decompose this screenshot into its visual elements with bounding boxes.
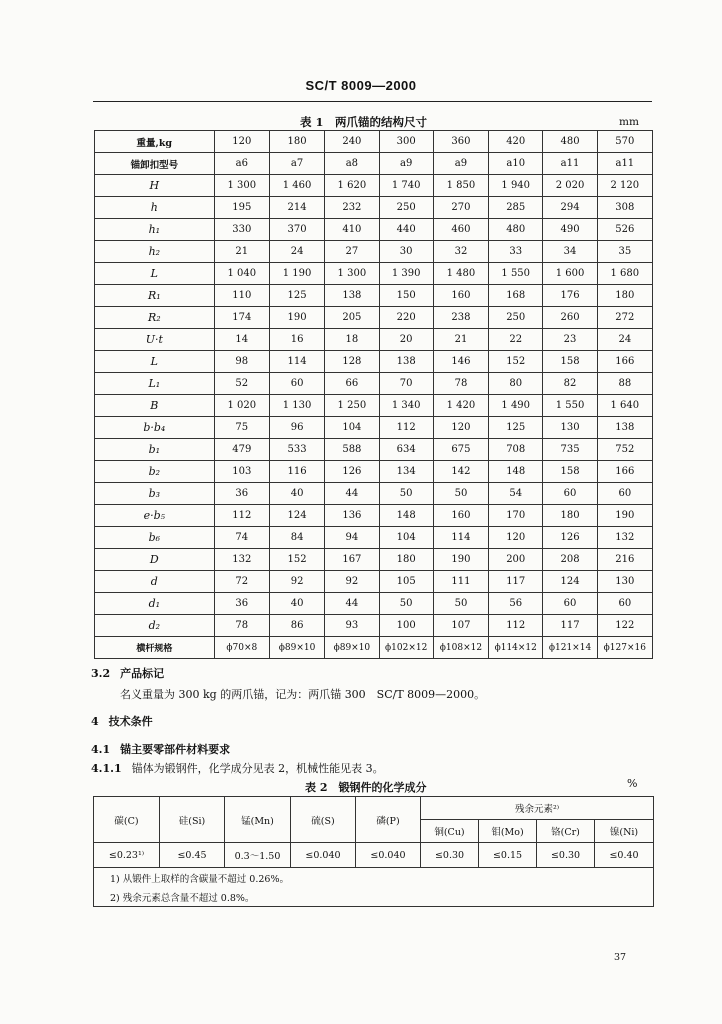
table-cell: 86 xyxy=(269,615,324,637)
table-cell: 570 xyxy=(597,131,652,153)
table-cell: ϕ127×16 xyxy=(597,637,652,659)
table-cell: 300 xyxy=(379,131,433,153)
table-cell: 1 020 xyxy=(214,395,269,417)
table-cell: 148 xyxy=(489,461,543,483)
table-cell: a9 xyxy=(433,153,488,175)
table-row xyxy=(95,263,653,285)
table-cell: 250 xyxy=(489,307,543,329)
table-cell: 130 xyxy=(597,571,652,593)
table-cell: 103 xyxy=(214,461,269,483)
table-row xyxy=(95,505,653,527)
table-cell: 36 xyxy=(214,593,269,615)
table-cell: 120 xyxy=(433,417,488,439)
table-cell: 1 550 xyxy=(543,395,597,417)
row-label: 横杆规格 xyxy=(95,637,215,659)
table-cell: 170 xyxy=(489,505,543,527)
header-silicon: 硅(Si) xyxy=(160,797,225,843)
table-cell: 440 xyxy=(379,219,433,241)
table-cell: a11 xyxy=(543,153,597,175)
table-cell: 54 xyxy=(489,483,543,505)
table-cell: 708 xyxy=(489,439,543,461)
table-row xyxy=(95,153,653,175)
table-cell: 126 xyxy=(325,461,379,483)
section-4-1-heading xyxy=(91,741,230,757)
header-phosphorus: 磷(P) xyxy=(356,797,421,843)
table-cell: 180 xyxy=(269,131,324,153)
table-cell: 35 xyxy=(597,241,652,263)
table-cell: 238 xyxy=(433,307,488,329)
table-cell: 160 xyxy=(433,505,488,527)
table-cell: 75 xyxy=(214,417,269,439)
header-chromium: 铬(Cr) xyxy=(537,820,595,843)
table-cell: 1 190 xyxy=(269,263,324,285)
table-cell: 23 xyxy=(543,329,597,351)
table-cell: 1 490 xyxy=(489,395,543,417)
table-cell: 78 xyxy=(433,373,488,395)
table-cell: 675 xyxy=(433,439,488,461)
value-copper: ≤0.30 xyxy=(421,843,479,868)
row-label: D xyxy=(95,549,215,571)
table-row xyxy=(95,285,653,307)
table-cell: 24 xyxy=(269,241,324,263)
table-cell: 480 xyxy=(543,131,597,153)
table-cell: 200 xyxy=(489,549,543,571)
table-cell: 420 xyxy=(489,131,543,153)
table-cell: 490 xyxy=(543,219,597,241)
table-cell: 150 xyxy=(379,285,433,307)
table-cell: 160 xyxy=(433,285,488,307)
table-row xyxy=(95,549,653,571)
table-cell: 60 xyxy=(543,483,597,505)
table-cell: 220 xyxy=(379,307,433,329)
table-cell: 330 xyxy=(214,219,269,241)
table-cell: 168 xyxy=(489,285,543,307)
table-cell: 166 xyxy=(597,461,652,483)
table-row xyxy=(95,637,653,659)
header-carbon: 碳(C) xyxy=(94,797,160,843)
table-cell: 285 xyxy=(489,197,543,219)
table-cell: 1 250 xyxy=(325,395,379,417)
header-nickel: 镍(Ni) xyxy=(595,820,654,843)
row-label: 重量,kg xyxy=(95,131,215,153)
table-cell: 152 xyxy=(489,351,543,373)
table-cell: 107 xyxy=(433,615,488,637)
standard-code-header: SC/T 8009—2000 xyxy=(305,78,417,93)
table-cell: 60 xyxy=(597,593,652,615)
table-cell: 120 xyxy=(214,131,269,153)
table-cell: 132 xyxy=(214,549,269,571)
row-label: R₁ xyxy=(95,285,215,307)
table-row xyxy=(95,241,653,263)
table-cell: 479 xyxy=(214,439,269,461)
table-cell: 190 xyxy=(597,505,652,527)
row-label: L xyxy=(95,351,215,373)
table-cell: 533 xyxy=(269,439,324,461)
table-cell: 82 xyxy=(543,373,597,395)
table-cell: 190 xyxy=(433,549,488,571)
table-cell: 21 xyxy=(433,329,488,351)
section-4-1-1 xyxy=(91,760,384,776)
table-cell: 34 xyxy=(543,241,597,263)
product-marking-text: 名义重量为 300 kg 的两爪锚，记为：两爪锚 300 SC/T 8009—2000。 xyxy=(120,688,486,701)
section-title: 产品标记 xyxy=(120,667,165,680)
table-cell: 126 xyxy=(543,527,597,549)
table-cell: 50 xyxy=(433,593,488,615)
table-cell: 96 xyxy=(269,417,324,439)
row-label: d₂ xyxy=(95,615,215,637)
table-row xyxy=(95,197,653,219)
table-cell: 232 xyxy=(325,197,379,219)
table-cell: 1 340 xyxy=(379,395,433,417)
table-cell: 111 xyxy=(433,571,488,593)
section-title: 锚主要零部件材料要求 xyxy=(120,743,231,756)
table-cell: 27 xyxy=(325,241,379,263)
table-cell: 112 xyxy=(489,615,543,637)
table-cell: 208 xyxy=(543,549,597,571)
table-cell: 22 xyxy=(489,329,543,351)
section-4-heading xyxy=(91,713,153,729)
table-cell: 205 xyxy=(325,307,379,329)
table-row xyxy=(95,571,653,593)
table-cell: 195 xyxy=(214,197,269,219)
table-cell: 125 xyxy=(489,417,543,439)
table1-caption: 表 1 两爪锚的结构尺寸 xyxy=(300,115,428,129)
table-cell: 24 xyxy=(597,329,652,351)
table-cell: 1 300 xyxy=(325,263,379,285)
table-cell: 1 130 xyxy=(269,395,324,417)
table-cell: 92 xyxy=(269,571,324,593)
table-row xyxy=(95,307,653,329)
table-cell: 60 xyxy=(269,373,324,395)
table-row xyxy=(95,395,653,417)
row-label: h xyxy=(95,197,215,219)
table-cell: 117 xyxy=(489,571,543,593)
table2-footnote-1: 1) 从锻件上取样的含碳量不超过 0.26%。 xyxy=(94,868,654,888)
header-molybdenum: 钼(Mo) xyxy=(479,820,537,843)
table-cell: 410 xyxy=(325,219,379,241)
table-row xyxy=(95,175,653,197)
table-cell: 1 680 xyxy=(597,263,652,285)
table-cell: 130 xyxy=(543,417,597,439)
table-cell: 70 xyxy=(379,373,433,395)
row-label: d xyxy=(95,571,215,593)
table-cell: 120 xyxy=(489,527,543,549)
table-cell: 50 xyxy=(379,593,433,615)
table-cell: 50 xyxy=(379,483,433,505)
table-row xyxy=(95,373,653,395)
row-label: b₂ xyxy=(95,461,215,483)
table-cell: 1 390 xyxy=(379,263,433,285)
table-row xyxy=(95,329,653,351)
table-cell: 104 xyxy=(325,417,379,439)
table-cell: 114 xyxy=(269,351,324,373)
table-cell: 174 xyxy=(214,307,269,329)
table-cell: ϕ89×10 xyxy=(269,637,324,659)
table-cell: 80 xyxy=(489,373,543,395)
table-cell: 84 xyxy=(269,527,324,549)
table-cell: a8 xyxy=(325,153,379,175)
table-cell: 216 xyxy=(597,549,652,571)
row-label: b₃ xyxy=(95,483,215,505)
header-copper: 铜(Cu) xyxy=(421,820,479,843)
table-cell: 21 xyxy=(214,241,269,263)
table-cell: 20 xyxy=(379,329,433,351)
table-cell: 752 xyxy=(597,439,652,461)
table-cell: 136 xyxy=(325,505,379,527)
row-label: L xyxy=(95,263,215,285)
table-cell: 370 xyxy=(269,219,324,241)
section-number: 4.1.1 xyxy=(91,762,122,775)
forged-steel-chemical-composition-table xyxy=(93,796,654,907)
table-row xyxy=(95,351,653,373)
row-label: 锚卸扣型号 xyxy=(95,153,215,175)
table-cell: 634 xyxy=(379,439,433,461)
table-cell: 104 xyxy=(379,527,433,549)
table-cell: 114 xyxy=(433,527,488,549)
table-cell: ϕ108×12 xyxy=(433,637,488,659)
table-cell: 18 xyxy=(325,329,379,351)
table-cell: 158 xyxy=(543,351,597,373)
row-label: R₂ xyxy=(95,307,215,329)
table-cell: 152 xyxy=(269,549,324,571)
table-cell: a7 xyxy=(269,153,324,175)
table-cell: 138 xyxy=(379,351,433,373)
table-cell: 1 600 xyxy=(543,263,597,285)
table-cell: 16 xyxy=(269,329,324,351)
table-cell: 180 xyxy=(597,285,652,307)
table-cell: 2 020 xyxy=(543,175,597,197)
table-cell: 250 xyxy=(379,197,433,219)
table-cell: 92 xyxy=(325,571,379,593)
table-cell: 124 xyxy=(543,571,597,593)
value-carbon: ≤0.23¹⁾ xyxy=(94,843,160,868)
table-cell: 100 xyxy=(379,615,433,637)
table-cell: 158 xyxy=(543,461,597,483)
table-cell: 93 xyxy=(325,615,379,637)
table-cell: 166 xyxy=(597,351,652,373)
table-cell: 588 xyxy=(325,439,379,461)
row-label: e·b₅ xyxy=(95,505,215,527)
table-cell: 44 xyxy=(325,593,379,615)
table-cell: 40 xyxy=(269,483,324,505)
table-cell: 74 xyxy=(214,527,269,549)
table-cell: 122 xyxy=(597,615,652,637)
table-cell: 260 xyxy=(543,307,597,329)
table-cell: 1 940 xyxy=(489,175,543,197)
table-cell: 36 xyxy=(214,483,269,505)
table-cell: ϕ114×12 xyxy=(489,637,543,659)
row-label: H xyxy=(95,175,215,197)
table-cell: 112 xyxy=(214,505,269,527)
table-cell: 110 xyxy=(214,285,269,307)
table-cell: 176 xyxy=(543,285,597,307)
table-cell: a10 xyxy=(489,153,543,175)
value-chromium: ≤0.30 xyxy=(537,843,595,868)
table-cell: 1 420 xyxy=(433,395,488,417)
table-cell: 360 xyxy=(433,131,488,153)
table-cell: 98 xyxy=(214,351,269,373)
table-row xyxy=(95,417,653,439)
table-cell: 1 040 xyxy=(214,263,269,285)
table-cell: 33 xyxy=(489,241,543,263)
section-title: 技术条件 xyxy=(108,715,153,728)
table-cell: a6 xyxy=(214,153,269,175)
table-cell: 308 xyxy=(597,197,652,219)
table-cell: 112 xyxy=(379,417,433,439)
table-cell: 52 xyxy=(214,373,269,395)
table-cell: 72 xyxy=(214,571,269,593)
table-cell: 78 xyxy=(214,615,269,637)
table-cell: 116 xyxy=(269,461,324,483)
table-row xyxy=(95,527,653,549)
table-row xyxy=(95,439,653,461)
table-row xyxy=(95,131,653,153)
table-cell: 148 xyxy=(379,505,433,527)
table-cell: 94 xyxy=(325,527,379,549)
table-cell: 132 xyxy=(597,527,652,549)
table-row xyxy=(95,615,653,637)
header-sulfur: 硫(S) xyxy=(291,797,356,843)
table-cell: 32 xyxy=(433,241,488,263)
row-label: h₂ xyxy=(95,241,215,263)
row-label: L₁ xyxy=(95,373,215,395)
table1-unit: mm xyxy=(619,116,639,128)
header-manganese: 锰(Mn) xyxy=(225,797,291,843)
table-cell: 180 xyxy=(379,549,433,571)
table-cell: 1 740 xyxy=(379,175,433,197)
table-cell: ϕ70×8 xyxy=(214,637,269,659)
section-number: 3.2 xyxy=(91,667,111,680)
table-cell: ϕ121×14 xyxy=(543,637,597,659)
row-label: b₁ xyxy=(95,439,215,461)
table-cell: 138 xyxy=(597,417,652,439)
row-label: U·t xyxy=(95,329,215,351)
table-cell: 40 xyxy=(269,593,324,615)
table-cell: 105 xyxy=(379,571,433,593)
table-cell: 14 xyxy=(214,329,269,351)
table-cell: ϕ89×10 xyxy=(325,637,379,659)
table-cell: 480 xyxy=(489,219,543,241)
table-cell: 1 620 xyxy=(325,175,379,197)
table-cell: a11 xyxy=(597,153,652,175)
table-row xyxy=(95,461,653,483)
table-cell: 142 xyxy=(433,461,488,483)
table-row xyxy=(95,483,653,505)
table-cell: 1 480 xyxy=(433,263,488,285)
table-cell: 1 850 xyxy=(433,175,488,197)
table-cell: 125 xyxy=(269,285,324,307)
table-cell: 180 xyxy=(543,505,597,527)
table-cell: 117 xyxy=(543,615,597,637)
table-cell: 88 xyxy=(597,373,652,395)
table-row xyxy=(95,219,653,241)
page-number: 37 xyxy=(614,952,627,963)
table-cell: 1 460 xyxy=(269,175,324,197)
table2-unit: % xyxy=(627,777,638,790)
table-cell: 526 xyxy=(597,219,652,241)
table-cell: 214 xyxy=(269,197,324,219)
section-text: 锚体为锻钢件，化学成分见表 2，机械性能见表 3。 xyxy=(131,762,384,775)
table-cell: 128 xyxy=(325,351,379,373)
anchor-dimension-table xyxy=(94,130,653,659)
table-cell: 146 xyxy=(433,351,488,373)
table-cell: 60 xyxy=(543,593,597,615)
table-cell: 272 xyxy=(597,307,652,329)
table-cell: 1 300 xyxy=(214,175,269,197)
table-cell: 190 xyxy=(269,307,324,329)
table-cell: 50 xyxy=(433,483,488,505)
table-row xyxy=(95,593,653,615)
table-cell: 270 xyxy=(433,197,488,219)
section-number: 4 xyxy=(91,715,99,728)
row-label: d₁ xyxy=(95,593,215,615)
value-manganese: 0.3～1.50 xyxy=(225,843,291,868)
table-cell: a9 xyxy=(379,153,433,175)
table-cell: 44 xyxy=(325,483,379,505)
table-cell: 60 xyxy=(597,483,652,505)
value-phosphorus: ≤0.040 xyxy=(356,843,421,868)
table-cell: 240 xyxy=(325,131,379,153)
header-residual-elements: 残余元素²⁾ xyxy=(421,797,654,820)
table-cell: 294 xyxy=(543,197,597,219)
table-cell: 1 550 xyxy=(489,263,543,285)
table-cell: 138 xyxy=(325,285,379,307)
table-cell: 124 xyxy=(269,505,324,527)
value-silicon: ≤0.45 xyxy=(160,843,225,868)
section-3-2-heading xyxy=(91,665,164,681)
value-nickel: ≤0.40 xyxy=(595,843,654,868)
table-cell: 1 640 xyxy=(597,395,652,417)
table-cell: 134 xyxy=(379,461,433,483)
value-sulfur: ≤0.040 xyxy=(291,843,356,868)
row-label: b·b₄ xyxy=(95,417,215,439)
row-label: h₁ xyxy=(95,219,215,241)
table-cell: 2 120 xyxy=(597,175,652,197)
table-cell: ϕ102×12 xyxy=(379,637,433,659)
table-cell: 30 xyxy=(379,241,433,263)
table-cell: 460 xyxy=(433,219,488,241)
table2-footnote-2: 2) 残余元素总含量不超过 0.8%。 xyxy=(94,887,654,907)
value-molybdenum: ≤0.15 xyxy=(479,843,537,868)
table-cell: 167 xyxy=(325,549,379,571)
table2-caption: 表 2 锻钢件的化学成分 xyxy=(305,781,427,794)
row-label: b₆ xyxy=(95,527,215,549)
table-cell: 66 xyxy=(325,373,379,395)
header-rule xyxy=(93,101,652,102)
row-label: B xyxy=(95,395,215,417)
section-number: 4.1 xyxy=(91,743,111,756)
table-cell: 56 xyxy=(489,593,543,615)
table-cell: 735 xyxy=(543,439,597,461)
